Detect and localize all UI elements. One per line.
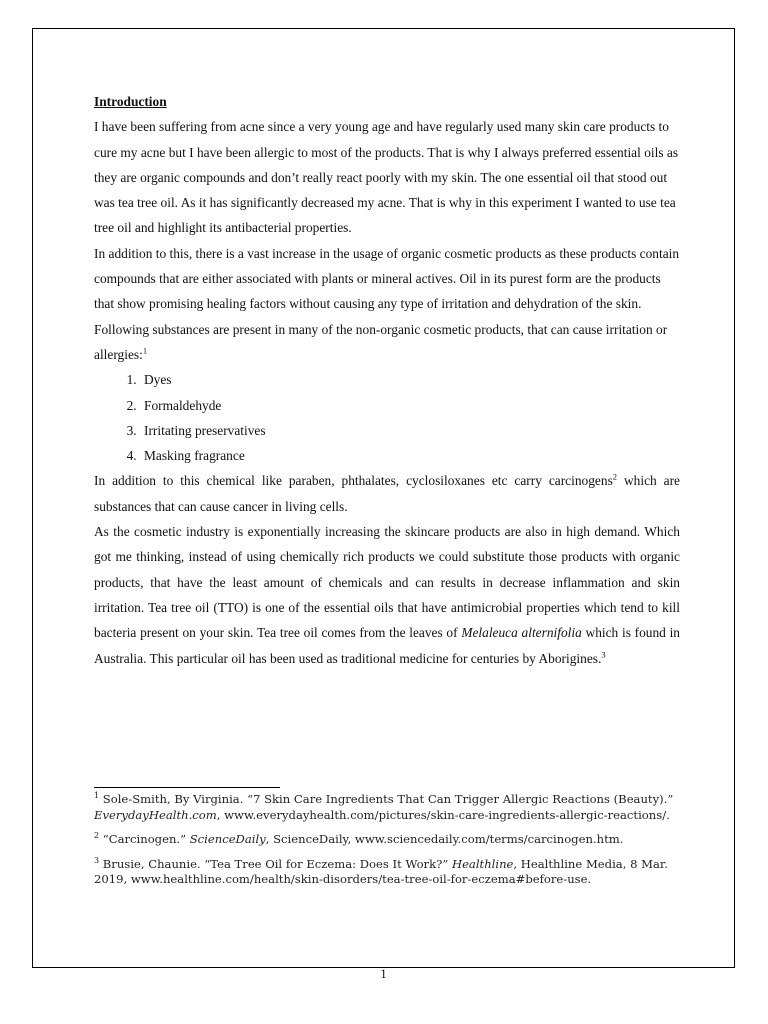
- footnote-mark: 3: [94, 855, 100, 865]
- list-item: 4. Masking fragrance: [140, 443, 680, 468]
- footnote-text: , Healthline Media, 8 Mar. 2019, www.healthline.com/health/skin-disorders/tea-tree-oil-for-eczema#before-use.: [94, 856, 668, 886]
- footnote-mark: 2: [94, 831, 100, 841]
- paragraph-4-text-a: In addition to this chemical like paraben, phthalates, cyclosiloxanes etc carry carcinogens: [94, 473, 613, 489]
- footnote-ref-1[interactable]: 1: [142, 345, 148, 356]
- body-text: [94, 89, 680, 671]
- footnote-3: [94, 857, 680, 888]
- footnote-source: ScienceDaily: [189, 832, 266, 846]
- list-item: 2. Formaldehyde: [140, 393, 680, 418]
- document-page: [32, 28, 735, 981]
- footnote-1: [94, 792, 680, 823]
- footnote-2: [94, 832, 680, 848]
- footnotes: [94, 792, 680, 897]
- paragraph-5: [94, 519, 680, 671]
- paragraph-3-text: Following substances are present in many of the non-organic cosmetic products, that can cause irritation or allergies:: [94, 321, 668, 362]
- footnote-source: Healthline: [451, 856, 514, 871]
- section-heading: Introduction: [94, 94, 167, 109]
- footnote-ref-3[interactable]: 3: [601, 649, 606, 660]
- species-name: Melaleuca alternifolia: [461, 625, 582, 641]
- paragraph-4: [94, 468, 680, 519]
- footnote-source: EverydayHealth.com: [94, 807, 217, 822]
- paragraph-2: In addition to this, there is a vast increase in the usage of organic cosmetic products as these products contain compounds that are either associated with plants or mineral actives. Oil in its purest form are the products that show promising healing factors without causing any type of irritation and dehydration of the skin.: [94, 245, 680, 312]
- list-item: 3. Irritating preservatives: [140, 418, 680, 443]
- footnote-text: , ScienceDaily, www.sciencedaily.com/terms/carcinogen.htm.: [265, 832, 624, 846]
- paragraph-5-text-b: which is found in Australia. This particular oil has been used as traditional medicine for centuries by Aborigines.: [94, 625, 681, 666]
- substance-list: [94, 367, 680, 468]
- page-number: 1: [380, 967, 387, 981]
- footnote-separator: [94, 787, 280, 788]
- list-item: 1. Dyes: [140, 367, 680, 392]
- footnote-text: “Carcinogen.”: [99, 832, 190, 846]
- paragraph-5-text-a: As the cosmetic industry is exponentially increasing the skincare products are also in high demand. Which got me thinking, instead of using chemically rich products we could substitute those products with organic products, that have the least amount of chemicals and can results in decrease inflammation and skin irritation. Tea tree oil (TTO) is one of the essential oils that have antimicrobial properties which tend to kill bacteria present on your skin. Tea tree oil comes from the leaves of: [94, 524, 680, 641]
- paragraph-3: [94, 317, 680, 368]
- footnote-mark: 1: [94, 791, 100, 801]
- paragraph-4-text-b: which are substances that can cause cancer in living cells.: [94, 473, 680, 514]
- footnote-text: Sole-Smith, By Virginia. “7 Skin Care Ingredients That Can Trigger Allergic Reactions (Beauty).”: [99, 792, 674, 806]
- paragraph-1: I have been suffering from acne since a very young age and have regularly used many skin care products to cure my acne but I have been allergic to most of the products. That is why I always preferred essential oils as they are organic compounds and don’t really react poorly with my skin. The one essential oil that stood out was tea tree oil. As it has significantly decreased my acne. That is why in this experiment I wanted to use tea tree oil and highlight its antibacterial properties.: [94, 119, 679, 236]
- footnote-ref-2[interactable]: 2: [612, 471, 618, 482]
- footnote-text: , www.everydayhealth.com/pictures/skin-care-ingredients-allergic-reactions/.: [216, 807, 670, 822]
- footnote-text: Brusie, Chaunie. “Tea Tree Oil for Eczema: Does It Work?”: [99, 856, 452, 871]
